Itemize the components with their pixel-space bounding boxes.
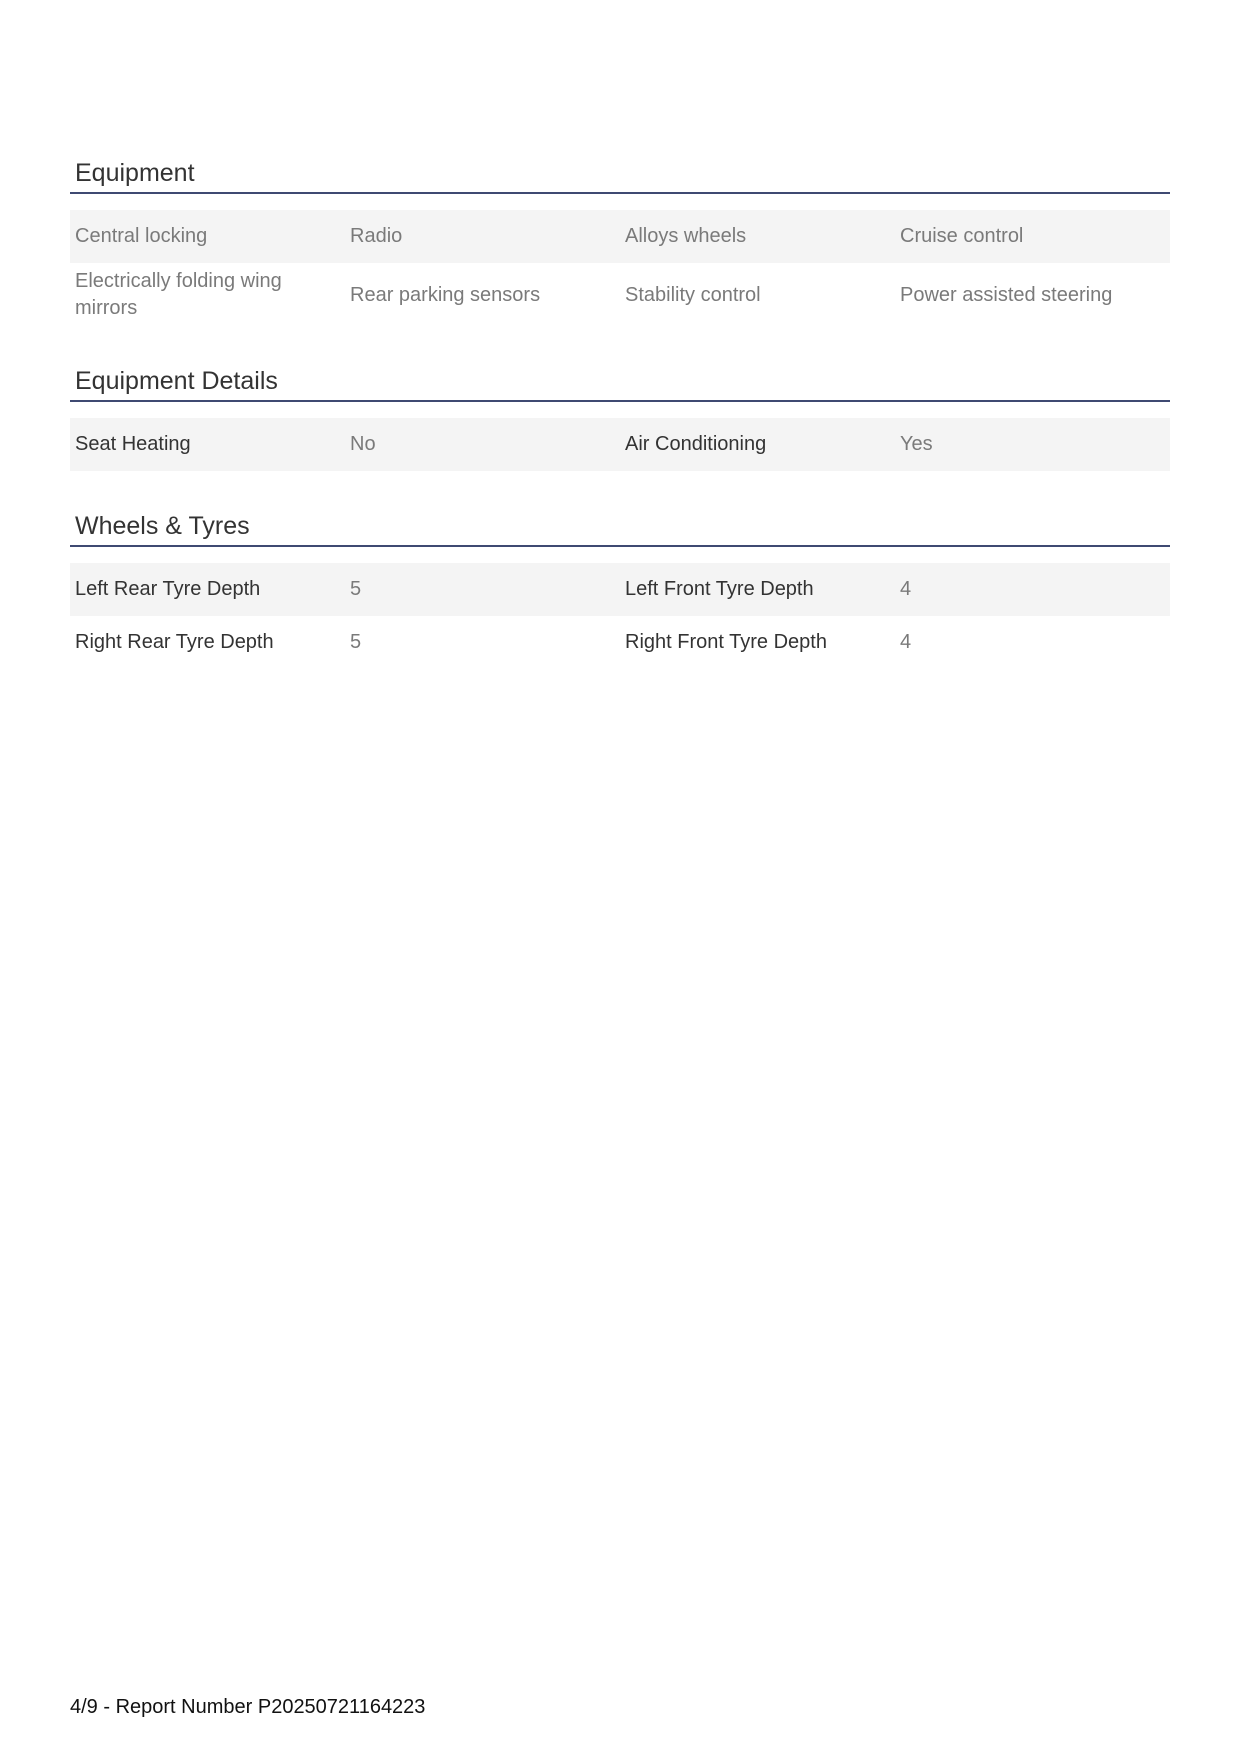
equipment-item: Cruise control (900, 225, 1024, 247)
equipment-item: Central locking (75, 225, 208, 247)
field-value: 4 (900, 631, 912, 653)
equipment-grid (70, 210, 1170, 327)
page-footer: 4/9 - Report Number P20250721164223 (70, 1696, 426, 1718)
equipment-item: Rear parking sensors (350, 283, 541, 306)
field-label: Left Front Tyre Depth (625, 578, 814, 600)
equipment-item: Alloys wheels (625, 225, 747, 247)
wheels-tyres-grid (70, 563, 1170, 669)
field-value: 4 (900, 578, 912, 600)
section-title: Wheels & Tyres (70, 507, 1170, 547)
table-row (70, 210, 1170, 263)
section-title: Equipment Details (70, 362, 1170, 402)
field-label: Air Conditioning (625, 433, 767, 455)
equipment-item: Electrically folding wing mirrors (75, 270, 282, 319)
field-value: Yes (900, 433, 933, 455)
field-label: Right Front Tyre Depth (625, 631, 827, 653)
field-label: Right Rear Tyre Depth (75, 631, 274, 653)
field-label: Left Rear Tyre Depth (75, 578, 261, 600)
table-row (70, 263, 1170, 327)
equipment-item: Power assisted steering (900, 283, 1113, 306)
wheels-tyres-section (70, 507, 1170, 669)
equipment-item: Radio (350, 225, 403, 247)
equipment-details-grid (70, 418, 1170, 471)
section-title: Equipment (70, 154, 1170, 194)
field-label: Seat Heating (75, 433, 191, 455)
equipment-item: Stability control (625, 283, 761, 306)
table-row (70, 563, 1170, 616)
table-row (70, 418, 1170, 471)
field-value: 5 (350, 631, 362, 653)
table-row (70, 616, 1170, 669)
field-value: No (350, 433, 376, 455)
field-value: 5 (350, 578, 362, 600)
equipment-section (70, 154, 1170, 327)
equipment-details-section (70, 362, 1170, 471)
